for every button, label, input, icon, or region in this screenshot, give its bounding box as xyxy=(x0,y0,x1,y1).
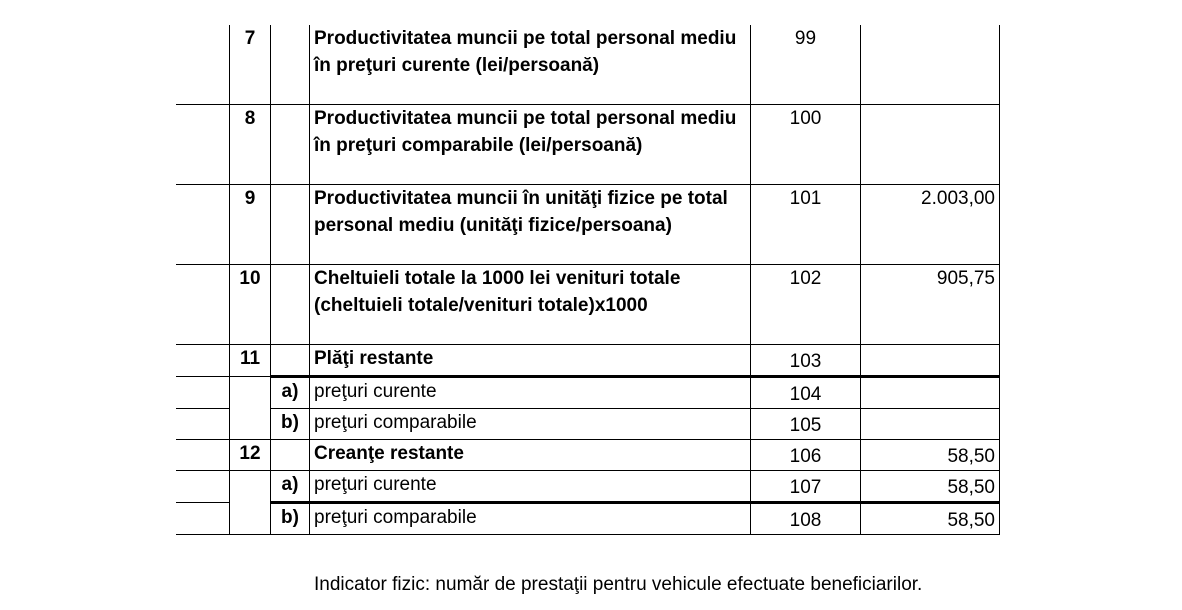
row-description: preţuri comparabile xyxy=(310,409,751,440)
table-row xyxy=(176,440,1000,471)
indicators-table xyxy=(176,25,1000,535)
row-code: 108 xyxy=(751,503,861,535)
blank-cell xyxy=(176,503,230,535)
row-number xyxy=(230,409,271,440)
footer-note: Indicator fizic: număr de prestaţii pentru vehicule efectuate beneficiarilor. xyxy=(314,574,923,595)
row-number: 8 xyxy=(230,105,271,185)
blank-cell xyxy=(176,440,230,471)
table-row xyxy=(176,25,1000,105)
row-code: 101 xyxy=(751,185,861,265)
row-description: Plăţi restante xyxy=(310,345,751,377)
sub-label: a) xyxy=(271,471,310,503)
row-description: preţuri curente xyxy=(310,377,751,409)
sub-label xyxy=(271,185,310,265)
sub-label xyxy=(271,105,310,185)
row-number: 9 xyxy=(230,185,271,265)
table-row xyxy=(176,345,1000,377)
row-value: 58,50 xyxy=(861,471,1000,503)
table-row xyxy=(176,503,1000,535)
blank-cell xyxy=(176,265,230,345)
row-number: 10 xyxy=(230,265,271,345)
row-value xyxy=(861,377,1000,409)
blank-cell xyxy=(176,409,230,440)
row-code: 100 xyxy=(751,105,861,185)
table-row xyxy=(176,377,1000,409)
blank-cell xyxy=(176,25,230,105)
row-description: preţuri curente xyxy=(310,471,751,503)
row-value: 905,75 xyxy=(861,265,1000,345)
sub-label xyxy=(271,345,310,377)
row-value xyxy=(861,409,1000,440)
row-number: 7 xyxy=(230,25,271,105)
row-code: 104 xyxy=(751,377,861,409)
row-value xyxy=(861,345,1000,377)
table-row xyxy=(176,409,1000,440)
blank-cell xyxy=(176,377,230,409)
sub-label: b) xyxy=(271,409,310,440)
row-description: Creanţe restante xyxy=(310,440,751,471)
row-value: 58,50 xyxy=(861,440,1000,471)
table-row xyxy=(176,185,1000,265)
row-description: preţuri comparabile xyxy=(310,503,751,535)
table-row xyxy=(176,471,1000,503)
row-number: 12 xyxy=(230,440,271,471)
row-code: 99 xyxy=(751,25,861,105)
sub-label: a) xyxy=(271,377,310,409)
blank-cell xyxy=(176,471,230,503)
sub-label: b) xyxy=(271,503,310,535)
sub-label xyxy=(271,25,310,105)
row-description: Productivitatea muncii în unităţi fizice pe total personal mediu (unităţi fizice/persoana) xyxy=(310,185,751,265)
row-code: 105 xyxy=(751,409,861,440)
row-description: Cheltuieli totale la 1000 lei venituri totale (cheltuieli totale/venituri totale)x1000 xyxy=(310,265,751,345)
table-row xyxy=(176,105,1000,185)
row-description: Productivitatea muncii pe total personal mediu în preţuri comparabile (lei/persoană) xyxy=(310,105,751,185)
row-description: Productivitatea muncii pe total personal mediu în preţuri curente (lei/persoană) xyxy=(310,25,751,105)
blank-cell xyxy=(176,345,230,377)
row-number xyxy=(230,377,271,409)
row-value xyxy=(861,105,1000,185)
row-number xyxy=(230,471,271,503)
row-value: 2.003,00 xyxy=(861,185,1000,265)
row-code: 103 xyxy=(751,345,861,377)
row-value: 58,50 xyxy=(861,503,1000,535)
row-number: 11 xyxy=(230,345,271,377)
sub-label xyxy=(271,265,310,345)
row-code: 102 xyxy=(751,265,861,345)
row-code: 106 xyxy=(751,440,861,471)
table-row xyxy=(176,265,1000,345)
blank-cell xyxy=(176,185,230,265)
blank-cell xyxy=(176,105,230,185)
row-number xyxy=(230,503,271,535)
row-value xyxy=(861,25,1000,105)
sub-label xyxy=(271,440,310,471)
row-code: 107 xyxy=(751,471,861,503)
